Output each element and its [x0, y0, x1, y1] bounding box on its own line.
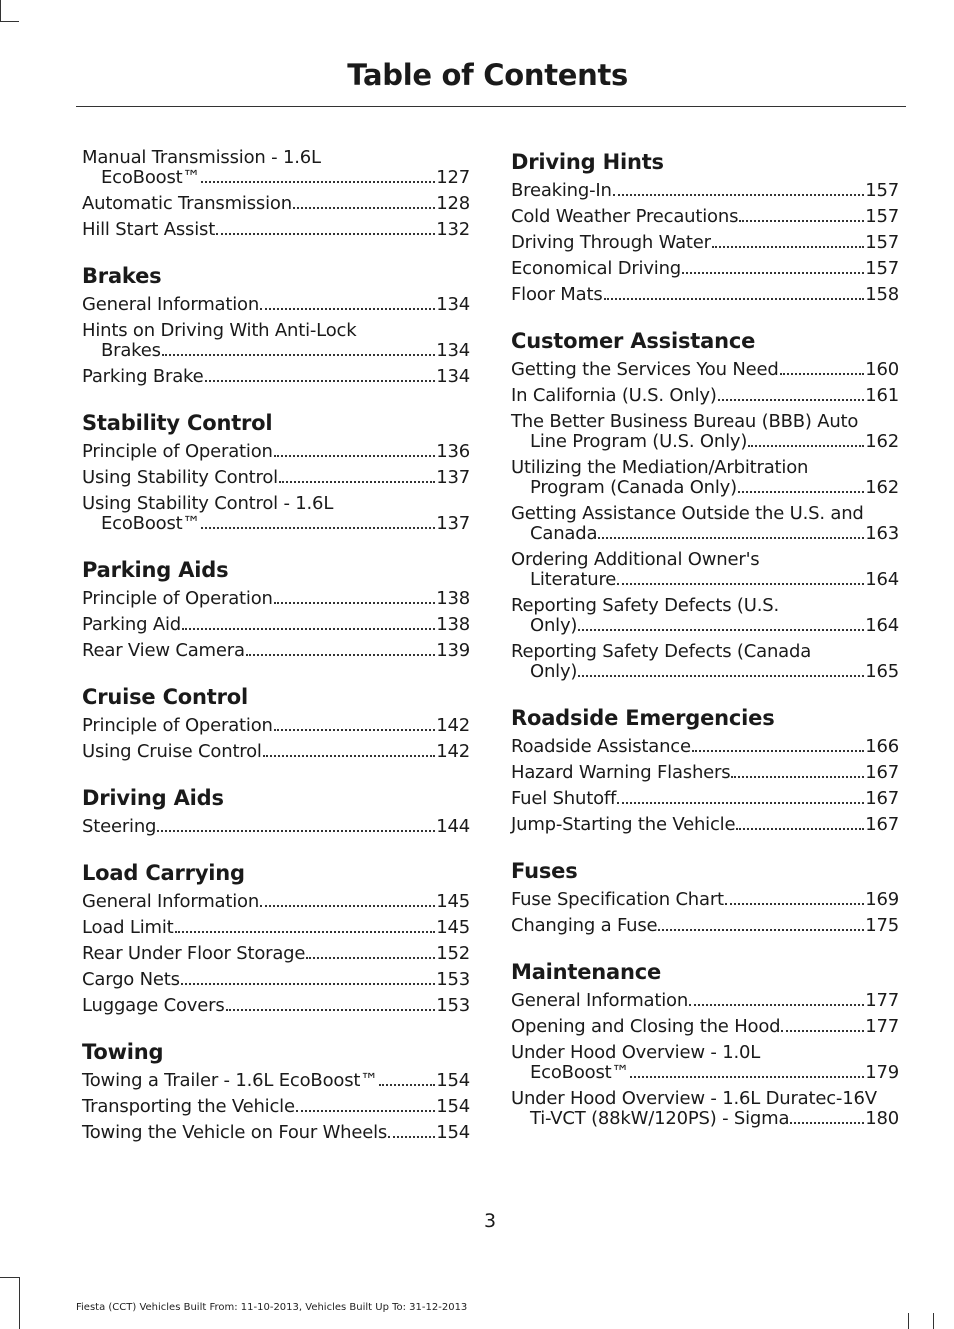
toc-entry[interactable]: [511, 1043, 899, 1083]
dot-leader: [296, 1110, 435, 1112]
section-heading: Driving Aids: [82, 786, 224, 810]
crop-mark: [908, 1313, 909, 1329]
toc-left-column: [82, 148, 470, 1149]
dot-leader: [260, 905, 435, 907]
dot-leader: [226, 1009, 436, 1011]
toc-entry-title: Jump-Starting the Vehicle: [511, 814, 736, 835]
section-heading: Roadside Emergencies: [511, 706, 775, 730]
toc-entry-title: Transporting the Vehicle: [82, 1096, 295, 1117]
toc-entry-title: Under Hood Overview - 1.0L: [511, 1042, 761, 1063]
dot-leader: [201, 181, 435, 183]
dot-leader: [293, 207, 435, 209]
toc-entry[interactable]: [82, 148, 470, 188]
toc-entry-title: General Information: [82, 891, 260, 912]
toc-entry-title: Fuse Specification Chart: [511, 889, 724, 910]
page-number: 3: [483, 1210, 497, 1232]
toc-entry-title: Hints on Driving With Anti-Lock: [82, 320, 357, 341]
toc-entry-title: The Better Business Bureau (BBB) Auto: [511, 411, 859, 432]
dot-leader: [205, 380, 436, 382]
dot-leader: [201, 527, 435, 529]
toc-entry[interactable]: [511, 285, 899, 305]
toc-entry-page: 145: [436, 891, 470, 912]
section-heading: Maintenance: [511, 960, 662, 984]
toc-entry-page: 153: [436, 995, 470, 1016]
toc-entry[interactable]: [82, 641, 470, 661]
dot-leader: [692, 750, 864, 752]
toc-entry[interactable]: [82, 295, 470, 315]
toc-entry[interactable]: [511, 504, 899, 544]
dot-leader: [604, 298, 865, 300]
dot-leader: [263, 755, 436, 757]
toc-entry[interactable]: [511, 1017, 899, 1037]
toc-entry[interactable]: [82, 589, 470, 609]
toc-entry-title: Cold Weather Precautions: [511, 206, 739, 227]
dot-leader: [748, 445, 864, 447]
toc-entry-title: Brakes: [101, 340, 161, 361]
dot-leader: [578, 675, 864, 677]
toc-entry-page: 145: [436, 917, 470, 938]
toc-entry-page: 162: [865, 477, 899, 498]
toc-entry-title: Principle of Operation: [82, 441, 273, 462]
toc-entry[interactable]: [511, 763, 899, 783]
toc-entry[interactable]: [511, 181, 899, 201]
dot-leader: [739, 220, 864, 222]
dot-leader: [578, 629, 864, 631]
toc-entry-title: Ordering Additional Owner's: [511, 549, 760, 570]
toc-right-column: [511, 148, 899, 1135]
dot-leader: [274, 602, 436, 604]
toc-entry-page: 132: [436, 219, 470, 240]
dot-leader: [613, 194, 865, 196]
toc-entry-title: Canada: [530, 523, 598, 544]
toc-entry-page: 167: [865, 762, 899, 783]
toc-entry-title: Literature: [530, 569, 617, 590]
crop-mark: [19, 1277, 20, 1329]
toc-entry[interactable]: [511, 991, 899, 1011]
dot-leader: [175, 931, 436, 933]
toc-entry-title: Principle of Operation: [82, 715, 273, 736]
toc-entry-title: Using Stability Control: [82, 467, 278, 488]
toc-entry[interactable]: [82, 742, 470, 762]
toc-entry-page: 158: [865, 284, 899, 305]
toc-entry-title: Breaking-In: [511, 180, 612, 201]
toc-entry-title: Roadside Assistance: [511, 736, 691, 757]
toc-entry-page: 164: [865, 615, 899, 636]
toc-entry[interactable]: [82, 970, 470, 990]
toc-entry-page: 136: [436, 441, 470, 462]
dot-leader: [260, 308, 435, 310]
toc-entry[interactable]: [511, 890, 899, 910]
toc-entry[interactable]: [511, 360, 899, 380]
toc-entry-page: 137: [436, 467, 470, 488]
section-heading: Driving Hints: [511, 150, 664, 174]
toc-entry[interactable]: [82, 1123, 470, 1143]
crop-mark: [0, 0, 1, 21]
toc-entry-title: In California (U.S. Only): [511, 385, 717, 406]
toc-entry-title: Ti-VCT (88kW/120PS) - Sigma: [530, 1108, 790, 1129]
toc-entry-title: Only): [530, 615, 578, 636]
toc-entry-title: Changing a Fuse: [511, 915, 658, 936]
toc-entry-title: Luggage Covers: [82, 995, 225, 1016]
toc-entry-title: Using Cruise Control: [82, 741, 262, 762]
dot-leader: [216, 233, 435, 235]
toc-entry-title: Parking Aid: [82, 614, 181, 635]
toc-entry[interactable]: [82, 494, 470, 534]
dot-leader: [781, 1030, 864, 1032]
toc-entry-title: Cargo Nets: [82, 969, 180, 990]
toc-entry[interactable]: [511, 1089, 899, 1129]
toc-entry-title: General Information: [82, 294, 260, 315]
dot-leader: [306, 957, 435, 959]
toc-entry[interactable]: [82, 892, 470, 912]
crop-mark: [0, 21, 19, 22]
toc-entry[interactable]: [511, 642, 899, 682]
toc-entry-title: EcoBoost™: [530, 1062, 630, 1083]
toc-entry-title: Reporting Safety Defects (Canada: [511, 641, 812, 662]
toc-entry[interactable]: [82, 367, 470, 387]
title-divider: [76, 106, 906, 107]
section-heading: Load Carrying: [82, 861, 245, 885]
toc-entry-page: 139: [436, 640, 470, 661]
dot-leader: [617, 802, 864, 804]
toc-entry[interactable]: [82, 468, 470, 488]
toc-entry-title: Steering: [82, 816, 157, 837]
toc-entry-page: 165: [865, 661, 899, 682]
toc-entry[interactable]: [511, 916, 899, 936]
dot-leader: [598, 537, 864, 539]
toc-entry-title: Automatic Transmission: [82, 193, 292, 214]
toc-entry-title: Hill Start Assist: [82, 219, 216, 240]
dot-leader: [379, 1084, 435, 1086]
toc-entry-title: Towing a Trailer - 1.6L EcoBoost™: [82, 1070, 379, 1091]
toc-entry-page: 134: [436, 294, 470, 315]
toc-entry[interactable]: [511, 233, 899, 253]
toc-entry-title: Reporting Safety Defects (U.S.: [511, 595, 779, 616]
footer-text: Fiesta (CCT) Vehicles Built From: 11-10-2013, Vehicles Built Up To: 31-12-2013: [76, 1302, 468, 1313]
toc-entry[interactable]: [511, 412, 899, 452]
dot-leader: [790, 1122, 864, 1124]
toc-entry-title: Manual Transmission - 1.6L: [82, 147, 321, 168]
toc-entry[interactable]: [82, 716, 470, 736]
toc-entry-title: Towing the Vehicle on Four Wheels: [82, 1122, 388, 1143]
dot-leader: [279, 481, 435, 483]
toc-entry-page: 142: [436, 741, 470, 762]
toc-entry[interactable]: [511, 815, 899, 835]
dot-leader: [182, 628, 435, 630]
toc-entry[interactable]: [82, 918, 470, 938]
toc-entry[interactable]: [82, 1071, 470, 1091]
toc-entry[interactable]: [82, 996, 470, 1016]
toc-entry-title: Load Limit: [82, 917, 174, 938]
toc-entry-title: Driving Through Water: [511, 232, 711, 253]
toc-entry-title: Economical Driving: [511, 258, 682, 279]
toc-entry-page: 157: [865, 180, 899, 201]
dot-leader: [388, 1136, 435, 1138]
toc-entry-page: 138: [436, 614, 470, 635]
dot-leader: [682, 272, 864, 274]
dot-leader: [617, 583, 864, 585]
dot-leader: [718, 399, 865, 401]
toc-entry-page: 162: [865, 431, 899, 452]
dot-leader: [689, 1004, 864, 1006]
dot-leader: [658, 929, 864, 931]
toc-entry-page: 169: [865, 889, 899, 910]
toc-entry[interactable]: [511, 550, 899, 590]
toc-entry[interactable]: [511, 207, 899, 227]
toc-entry-page: 154: [436, 1096, 470, 1117]
dot-leader: [731, 776, 864, 778]
toc-entry-page: 177: [865, 990, 899, 1011]
toc-entry[interactable]: [82, 321, 470, 361]
toc-entry[interactable]: [511, 386, 899, 406]
toc-entry-title: Utilizing the Mediation/Arbitration: [511, 457, 809, 478]
toc-entry-title: Getting the Services You Need: [511, 359, 779, 380]
dot-leader: [246, 654, 435, 656]
toc-entry-page: 166: [865, 736, 899, 757]
toc-entry-title: Only): [530, 661, 578, 682]
toc-entry[interactable]: [82, 442, 470, 462]
section-heading: Brakes: [82, 264, 162, 288]
toc-entry-page: 138: [436, 588, 470, 609]
toc-entry[interactable]: [511, 789, 899, 809]
crop-mark: [0, 1277, 19, 1278]
toc-entry-page: 157: [865, 232, 899, 253]
section-heading: Customer Assistance: [511, 329, 756, 353]
toc-entry-page: 157: [865, 258, 899, 279]
toc-entry-page: 157: [865, 206, 899, 227]
toc-entry-page: 180: [865, 1108, 899, 1129]
toc-entry-page: 160: [865, 359, 899, 380]
dot-leader: [630, 1076, 864, 1078]
toc-entry-title: Getting Assistance Outside the U.S. and: [511, 503, 864, 524]
toc-entry-page: 179: [865, 1062, 899, 1083]
toc-entry-page: 137: [436, 513, 470, 534]
section-heading: Parking Aids: [82, 558, 229, 582]
toc-entry-title: Hazard Warning Flashers: [511, 762, 731, 783]
toc-entry-title: Fuel Shutoff: [511, 788, 617, 809]
dot-leader: [738, 491, 864, 493]
dot-leader: [274, 455, 436, 457]
dot-leader: [725, 903, 864, 905]
toc-entry-title: Floor Mats: [511, 284, 603, 305]
toc-entry-title: EcoBoost™: [101, 513, 201, 534]
toc-entry-page: 175: [865, 915, 899, 936]
toc-entry-page: 127: [436, 167, 470, 188]
toc-entry-page: 153: [436, 969, 470, 990]
dot-leader: [274, 729, 436, 731]
toc-entry-title: Line Program (U.S. Only): [530, 431, 748, 452]
toc-entry[interactable]: [511, 737, 899, 757]
toc-entry[interactable]: [82, 944, 470, 964]
toc-entry-page: 134: [436, 366, 470, 387]
toc-entry-title: Program (Canada Only): [530, 477, 737, 498]
toc-entry-page: 142: [436, 715, 470, 736]
toc-entry[interactable]: [511, 458, 899, 498]
toc-entry[interactable]: [511, 259, 899, 279]
toc-entry-title: Parking Brake: [82, 366, 204, 387]
toc-entry-title: Rear Under Floor Storage: [82, 943, 306, 964]
toc-entry-title: Principle of Operation: [82, 588, 273, 609]
dot-leader: [712, 246, 864, 248]
toc-entry[interactable]: [82, 220, 470, 240]
toc-entry-page: 128: [436, 193, 470, 214]
toc-entry-page: 154: [436, 1070, 470, 1091]
toc-entry-page: 167: [865, 814, 899, 835]
toc-entry-title: Rear View Camera: [82, 640, 245, 661]
toc-entry-title: EcoBoost™: [101, 167, 201, 188]
section-heading: Stability Control: [82, 411, 273, 435]
toc-entry-title: General Information: [511, 990, 689, 1011]
dot-leader: [157, 830, 435, 832]
toc-entry-page: 164: [865, 569, 899, 590]
toc-entry[interactable]: [511, 596, 899, 636]
section-heading: Towing: [82, 1040, 164, 1064]
toc-entry-title: Using Stability Control - 1.6L: [82, 493, 334, 514]
toc-entry[interactable]: [82, 615, 470, 635]
toc-entry-page: 152: [436, 943, 470, 964]
toc-entry[interactable]: [82, 194, 470, 214]
toc-entry-page: 161: [865, 385, 899, 406]
toc-entry-title: Opening and Closing the Hood: [511, 1016, 781, 1037]
dot-leader: [162, 354, 435, 356]
page-title: Table of Contents: [347, 58, 628, 92]
dot-leader: [780, 373, 865, 375]
toc-entry-title: Under Hood Overview - 1.6L Duratec-16V: [511, 1088, 877, 1109]
section-heading: Cruise Control: [82, 685, 248, 709]
section-heading: Fuses: [511, 859, 578, 883]
dot-leader: [181, 983, 435, 985]
toc-entry-page: 177: [865, 1016, 899, 1037]
toc-entry[interactable]: [82, 817, 470, 837]
toc-entry-page: 163: [865, 523, 899, 544]
toc-entry-page: 154: [436, 1122, 470, 1143]
toc-entry-page: 167: [865, 788, 899, 809]
toc-entry-page: 134: [436, 340, 470, 361]
toc-entry-page: 144: [436, 816, 470, 837]
crop-mark: [933, 1313, 934, 1329]
toc-entry[interactable]: [82, 1097, 470, 1117]
dot-leader: [736, 828, 864, 830]
